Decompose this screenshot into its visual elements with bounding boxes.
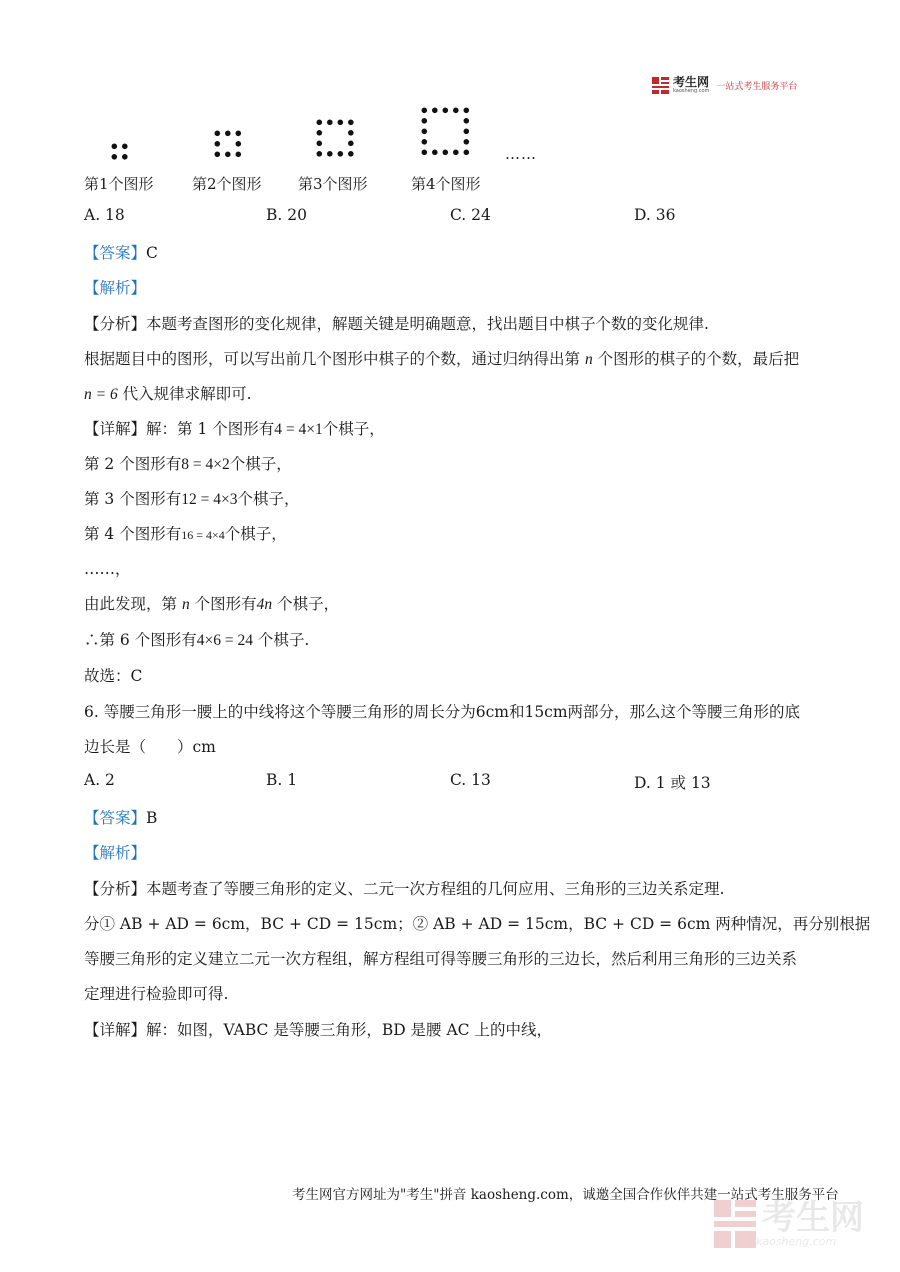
math-expr: 4n xyxy=(256,596,273,613)
q6-fenxi-line xyxy=(84,877,724,899)
chess-dot xyxy=(422,118,428,124)
chess-dot xyxy=(422,150,428,156)
q5-conclusion-line xyxy=(84,628,309,650)
chess-dot xyxy=(432,108,438,114)
watermark-domain: kaosheng.com xyxy=(756,1234,837,1248)
q5-fenxi-line xyxy=(84,312,709,334)
q6-option-a: A. 2 xyxy=(84,771,115,789)
answer-tag: 【答案】 xyxy=(84,809,147,827)
math-expr: 4×6 = 24 xyxy=(196,632,253,649)
chess-dot xyxy=(422,108,428,114)
brand-logo-icon xyxy=(652,77,669,94)
text: 个棋子， xyxy=(277,595,340,613)
chess-dot xyxy=(443,108,449,114)
chess-dot xyxy=(215,152,221,158)
q5-choose-line: 故选：C xyxy=(84,667,143,685)
q6-option-d: D. 1 或 13 xyxy=(634,774,711,792)
q6-stem-line-2: 边长是（ ）cm xyxy=(84,738,216,756)
chess-dot xyxy=(453,150,459,156)
chess-dot xyxy=(236,152,242,158)
brand-domain: kaosheng.com xyxy=(673,88,710,94)
figure-label-4: 第4个图形 xyxy=(411,175,481,193)
chess-dot xyxy=(112,154,118,160)
math-n: n xyxy=(181,596,190,613)
brand-logo xyxy=(652,76,797,94)
q5-option-b: B. 20 xyxy=(266,206,307,224)
watermark-text: 考生网 xyxy=(762,1197,864,1238)
chess-dot xyxy=(215,131,221,137)
chess-dot xyxy=(338,151,344,157)
q5-step-4 xyxy=(84,522,287,544)
chess-dot xyxy=(464,150,470,156)
fenxi-tag: 【分析】 xyxy=(84,880,147,898)
text: 个图形的棋子的个数，最后把 xyxy=(597,350,800,368)
chess-dot xyxy=(122,144,128,150)
chess-dot xyxy=(317,151,323,157)
q5-line-3 xyxy=(84,382,252,404)
chess-dot xyxy=(348,141,354,147)
figure-label-3: 第3个图形 xyxy=(298,175,368,193)
xiangjie-tag: 【详解】 xyxy=(84,420,147,438)
text: 第 3 个图形有 xyxy=(84,490,182,508)
dot-figure-1 xyxy=(111,143,131,163)
chess-dot xyxy=(122,154,128,160)
chess-dot xyxy=(225,131,231,137)
math-expr: 8 = 4×2 xyxy=(181,456,230,473)
q6-detail-line xyxy=(84,1018,552,1040)
q5-step-2 xyxy=(84,452,292,474)
chess-dot xyxy=(348,151,354,157)
brand-slogan: 一站式考生服务平台 xyxy=(716,81,798,92)
chess-dot xyxy=(422,129,428,135)
math-expr: n = 6 xyxy=(84,386,118,403)
watermark-logo-icon xyxy=(714,1200,756,1248)
math-expr: 12 = 4×3 xyxy=(181,491,238,508)
fenxi-text: 本题考查图形的变化规律，解题关键是明确题意，找出题目中棋子个数的变化规律. xyxy=(146,315,709,333)
q6-option-c: C. 13 xyxy=(450,771,491,789)
brand-name: 考生网 xyxy=(673,75,710,89)
chess-dot xyxy=(317,120,323,126)
dot-figure-3 xyxy=(316,119,358,161)
text: 第 4 个图形有 xyxy=(84,525,182,543)
text: 根据题目中的图形，可以写出前几个图形中棋子的个数，通过归纳得出第 xyxy=(84,350,581,368)
chess-dot xyxy=(464,139,470,145)
text: 个棋子. xyxy=(257,631,310,649)
chess-dot xyxy=(338,120,344,126)
text: 第 2 个图形有 xyxy=(84,455,182,473)
answer-value: B xyxy=(146,809,158,827)
dot-figure-4 xyxy=(421,107,476,162)
chess-dot xyxy=(327,120,333,126)
dot-figure-2 xyxy=(214,130,246,162)
text: 个棋子， xyxy=(224,525,287,543)
text: 个棋子， xyxy=(237,490,300,508)
q5-step-3 xyxy=(84,487,299,509)
q5-option-a: A. 18 xyxy=(84,206,125,224)
q5-find-line xyxy=(84,592,339,614)
xiangjie-tag: 【详解】 xyxy=(84,1021,147,1039)
math-expr: 4 = 4×1 xyxy=(274,421,323,438)
chess-dot xyxy=(112,144,118,150)
answer-tag: 【答案】 xyxy=(84,244,147,262)
analysis-tag: 【解析】 xyxy=(84,844,147,862)
text: 代入规律求解即可. xyxy=(122,385,252,403)
text: 由此发现，第 xyxy=(84,595,178,613)
figure-label-2: 第2个图形 xyxy=(192,175,262,193)
detail-text: 解：如图，VABC 是等腰三角形，BD 是腰 AC 上的中线， xyxy=(146,1021,552,1039)
figure-label-1: 第1个图形 xyxy=(84,175,154,193)
chess-dot xyxy=(422,139,428,145)
chess-dot xyxy=(236,131,242,137)
fenxi-text: 本题考查了等腰三角形的定义、二元一次方程组的几何应用、三角形的三边关系定理. xyxy=(146,880,725,898)
text: 个棋子， xyxy=(229,455,292,473)
q6-line-2: 等腰三角形的定义建立二元一次方程组，解方程组可得等腰三角形的三边长，然后利用三角形的三边关系 xyxy=(84,950,798,968)
chess-dot xyxy=(317,130,323,136)
chess-dot xyxy=(317,141,323,147)
text: 个棋子， xyxy=(322,420,385,438)
chess-dot xyxy=(327,151,333,157)
analysis-tag: 【解析】 xyxy=(84,279,147,297)
chess-dot xyxy=(443,150,449,156)
q5-option-d: D. 36 xyxy=(634,206,676,224)
q5-dots-line: ……， xyxy=(84,560,131,578)
q5-step-1 xyxy=(84,417,385,439)
chess-dot xyxy=(215,141,221,147)
q5-line-2 xyxy=(84,347,799,369)
q6-stem-line-1: 6. 等腰三角形一腰上的中线将这个等腰三角形的周长分为6cm和15cm两部分，那么这个等腰三角形的底 xyxy=(84,703,801,721)
text: 解：第 1 个图形有 xyxy=(146,420,275,438)
q6-case-line: 分① AB + AD = 6cm，BC + CD = 15cm；② AB + AD = 15cm，BC + CD = 6cm 两种情况，再分别根据 xyxy=(84,915,871,933)
chess-dot xyxy=(464,129,470,135)
chess-dot xyxy=(348,120,354,126)
q5-option-c: C. 24 xyxy=(450,206,491,224)
chess-dot xyxy=(225,152,231,158)
chess-dot xyxy=(464,108,470,114)
answer-value: C xyxy=(146,244,158,262)
math-expr: 16 = 4×4 xyxy=(181,528,225,542)
math-n: n xyxy=(584,351,593,368)
watermark xyxy=(714,1197,864,1248)
figure-ellipsis: …… xyxy=(505,145,537,163)
page-footer: 考生网官方网址为"考生"拼音 kaosheng.com，诚邀全国合作伙伴共建一站式考生服务平台 xyxy=(292,1187,839,1203)
fenxi-tag: 【分析】 xyxy=(84,315,147,333)
chess-dot xyxy=(453,108,459,114)
chess-dot xyxy=(348,130,354,136)
q6-line-3: 定理进行检验即可得. xyxy=(84,985,229,1003)
text: ∴第 6 个图形有 xyxy=(84,631,197,649)
q6-answer-line xyxy=(84,806,157,828)
q6-option-b: B. 1 xyxy=(266,771,298,789)
chess-dot xyxy=(432,150,438,156)
text: 个图形有 xyxy=(194,595,257,613)
chess-dot xyxy=(236,141,242,147)
chess-dot xyxy=(464,118,470,124)
q5-answer-line xyxy=(84,241,158,263)
